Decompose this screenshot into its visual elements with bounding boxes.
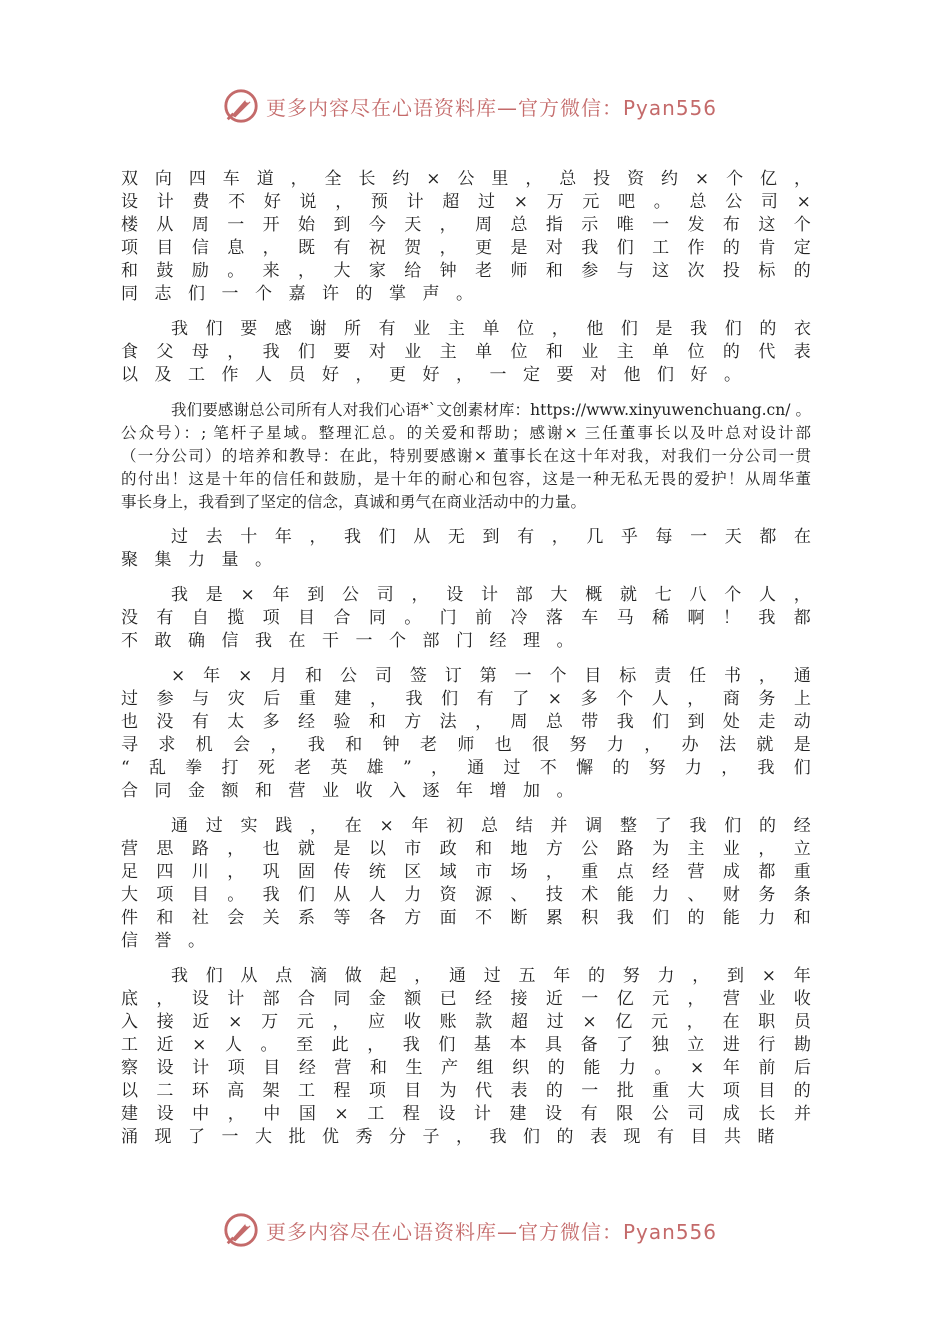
text-line: 楼 从 周 一 开 始 到 今 天 ， 周 总 指 示 唯 一 发 布 这 个 (121, 215, 811, 235)
text-line: 合 同 金 额 和 营 业 收 入 逐 年 增 加 。 (121, 781, 574, 801)
text-line: 的付出！这是十年的信任和鼓励，是十年的耐心和包容，这是一种无私无畏的爱护！从周华董 (121, 470, 811, 488)
text-line: 建 设 中 ， 中 国 × 工 程 设 计 建 设 有 限 公 司 成 长 并 (121, 1104, 811, 1124)
text-line: 我 是 × 年 到 公 司 ， 设 计 部 大 概 就 七 八 个 人 ， (171, 585, 811, 605)
paragraph (121, 526, 811, 572)
text-line: 底 ， 设 计 部 合 同 金 额 已 经 接 近 一 亿 元 ， 营 业 收 (121, 989, 811, 1009)
text-line: 工 近 × 人 。 至 此 ， 我 们 基 本 具 备 了 独 立 进 行 勘 (121, 1035, 811, 1055)
header-banner (222, 84, 742, 128)
paragraph (121, 815, 811, 953)
text-line: 我 们 要 感 谢 所 有 业 主 单 位 ， 他 们 是 我 们 的 衣 (171, 319, 811, 339)
pen-nib-logo-icon (222, 87, 260, 125)
paragraph (121, 665, 811, 803)
text-line: 和 鼓 励 。 来 ， 大 家 给 钟 老 师 和 参 与 这 次 投 标 的 (121, 261, 811, 281)
text-line: 营 思 路 ， 也 就 是 以 市 政 和 地 方 公 路 为 主 业 ， 立 (121, 839, 811, 859)
text-line: 件 和 社 会 关 系 等 各 方 面 不 断 累 积 我 们 的 能 力 和 (121, 908, 811, 928)
banner-text: 更多内容尽在心语资料库—官方微信：Pyan556 (266, 1219, 718, 1244)
text-line: 聚 集 力 量 。 (121, 550, 272, 570)
text-line: 寻 求 机 会 ， 我 和 钟 老 师 也 很 努 力 ， 办 法 就 是 (121, 735, 811, 755)
text-line: 过 参 与 灾 后 重 建 ， 我 们 有 了 × 多 个 人 ， 商 务 上 (121, 689, 811, 709)
text-line: 我 们 从 点 滴 做 起 ， 通 过 五 年 的 努 力 ， 到 × 年 (171, 966, 811, 986)
pen-nib-logo-icon (222, 1211, 260, 1249)
text-line: 也 没 有 太 多 经 验 和 方 法 ， 周 总 带 我 们 到 处 走 动 (121, 712, 811, 732)
text-line: 双 向 四 车 道 ， 全 长 约 × 公 里 ， 总 投 资 约 × 个 亿 ， (121, 169, 811, 189)
text-line: × 年 × 月 和 公 司 签 订 第 一 个 目 标 责 任 书 ， 通 (171, 666, 811, 686)
text-line: 我们要感谢总公司所有人对我们心语*`文创素材库：https://www.xinyuwenchuang.cn/ 。 (171, 401, 811, 419)
banner-text: 更多内容尽在心语资料库—官方微信：Pyan556 (266, 95, 718, 120)
paragraph (121, 584, 811, 653)
text-line: 过 去 十 年 ， 我 们 从 无 到 有 ， 几 乎 每 一 天 都 在 (171, 527, 811, 547)
text-line: 设 计 费 不 好 说 ， 预 计 超 过 × 万 元 吧 。 总 公 司 × (121, 192, 811, 212)
text-line: 以 二 环 高 架 工 程 项 目 为 代 表 的 一 批 重 大 项 目 的 (121, 1081, 811, 1101)
text-line: 入 接 近 × 万 元 ， 应 收 账 款 超 过 × 亿 元 ， 在 职 员 (121, 1012, 811, 1032)
text-line: 同 志 们 一 个 嘉 许 的 掌 声 。 (121, 284, 473, 304)
text-line: 不 敢 确 信 我 在 干 一 个 部 门 经 理 。 (121, 631, 574, 651)
text-line: 信 誉 。 (121, 931, 205, 951)
text-line: 足 四 川 ， 巩 固 传 统 区 域 市 场 ， 重 点 经 营 成 都 重 (121, 862, 811, 882)
text-line: “ 乱 拳 打 死 老 英 雄 ” ， 通 过 不 懈 的 努 力 ， 我 们 (121, 758, 811, 778)
text-line: 没 有 自 揽 项 目 合 同 。 门 前 冷 落 车 马 稀 啊 ！ 我 都 (121, 608, 811, 628)
text-line: 涌 现 了 一 大 批 优 秀 分 子 ， 我 们 的 表 现 有 目 共 睹 (121, 1127, 775, 1147)
text-line: 事长身上，我看到了坚定的信念，真诚和勇气在商业活动中的力量。 (121, 493, 587, 511)
text-line: 公众号）：; 笔杆子星域。整理汇总。的关爱和帮助；感谢× 三任董事长以及叶总对设计部 (121, 424, 811, 442)
text-line: 项 目 信 息 ， 既 有 祝 贺 ， 更 是 对 我 们 工 作 的 肯 定 (121, 238, 811, 258)
paragraph (121, 965, 811, 1149)
paragraph (121, 168, 811, 306)
text-line: 通 过 实 践 ， 在 × 年 初 总 结 并 调 整 了 我 们 的 经 (171, 816, 811, 836)
text-line: 以 及 工 作 人 员 好 ， 更 好 ， 一 定 要 对 他 们 好 。 (121, 365, 741, 385)
text-line: （一分公司）的培养和教导：在此，特别要感谢× 董事长在这十年对我，对我们一分公司一贯 (121, 447, 811, 465)
footer-banner (222, 1208, 742, 1252)
paragraph (121, 399, 811, 514)
paragraph (121, 318, 811, 387)
text-line: 食 父 母 ， 我 们 要 对 业 主 单 位 和 业 主 单 位 的 代 表 (121, 342, 811, 362)
document-body (121, 168, 811, 1161)
text-line: 察 设 计 项 目 经 营 和 生 产 组 织 的 能 力 。 × 年 前 后 (121, 1058, 811, 1078)
text-line: 大 项 目 。 我 们 从 人 力 资 源 、 技 术 能 力 、 财 务 条 (121, 885, 811, 905)
